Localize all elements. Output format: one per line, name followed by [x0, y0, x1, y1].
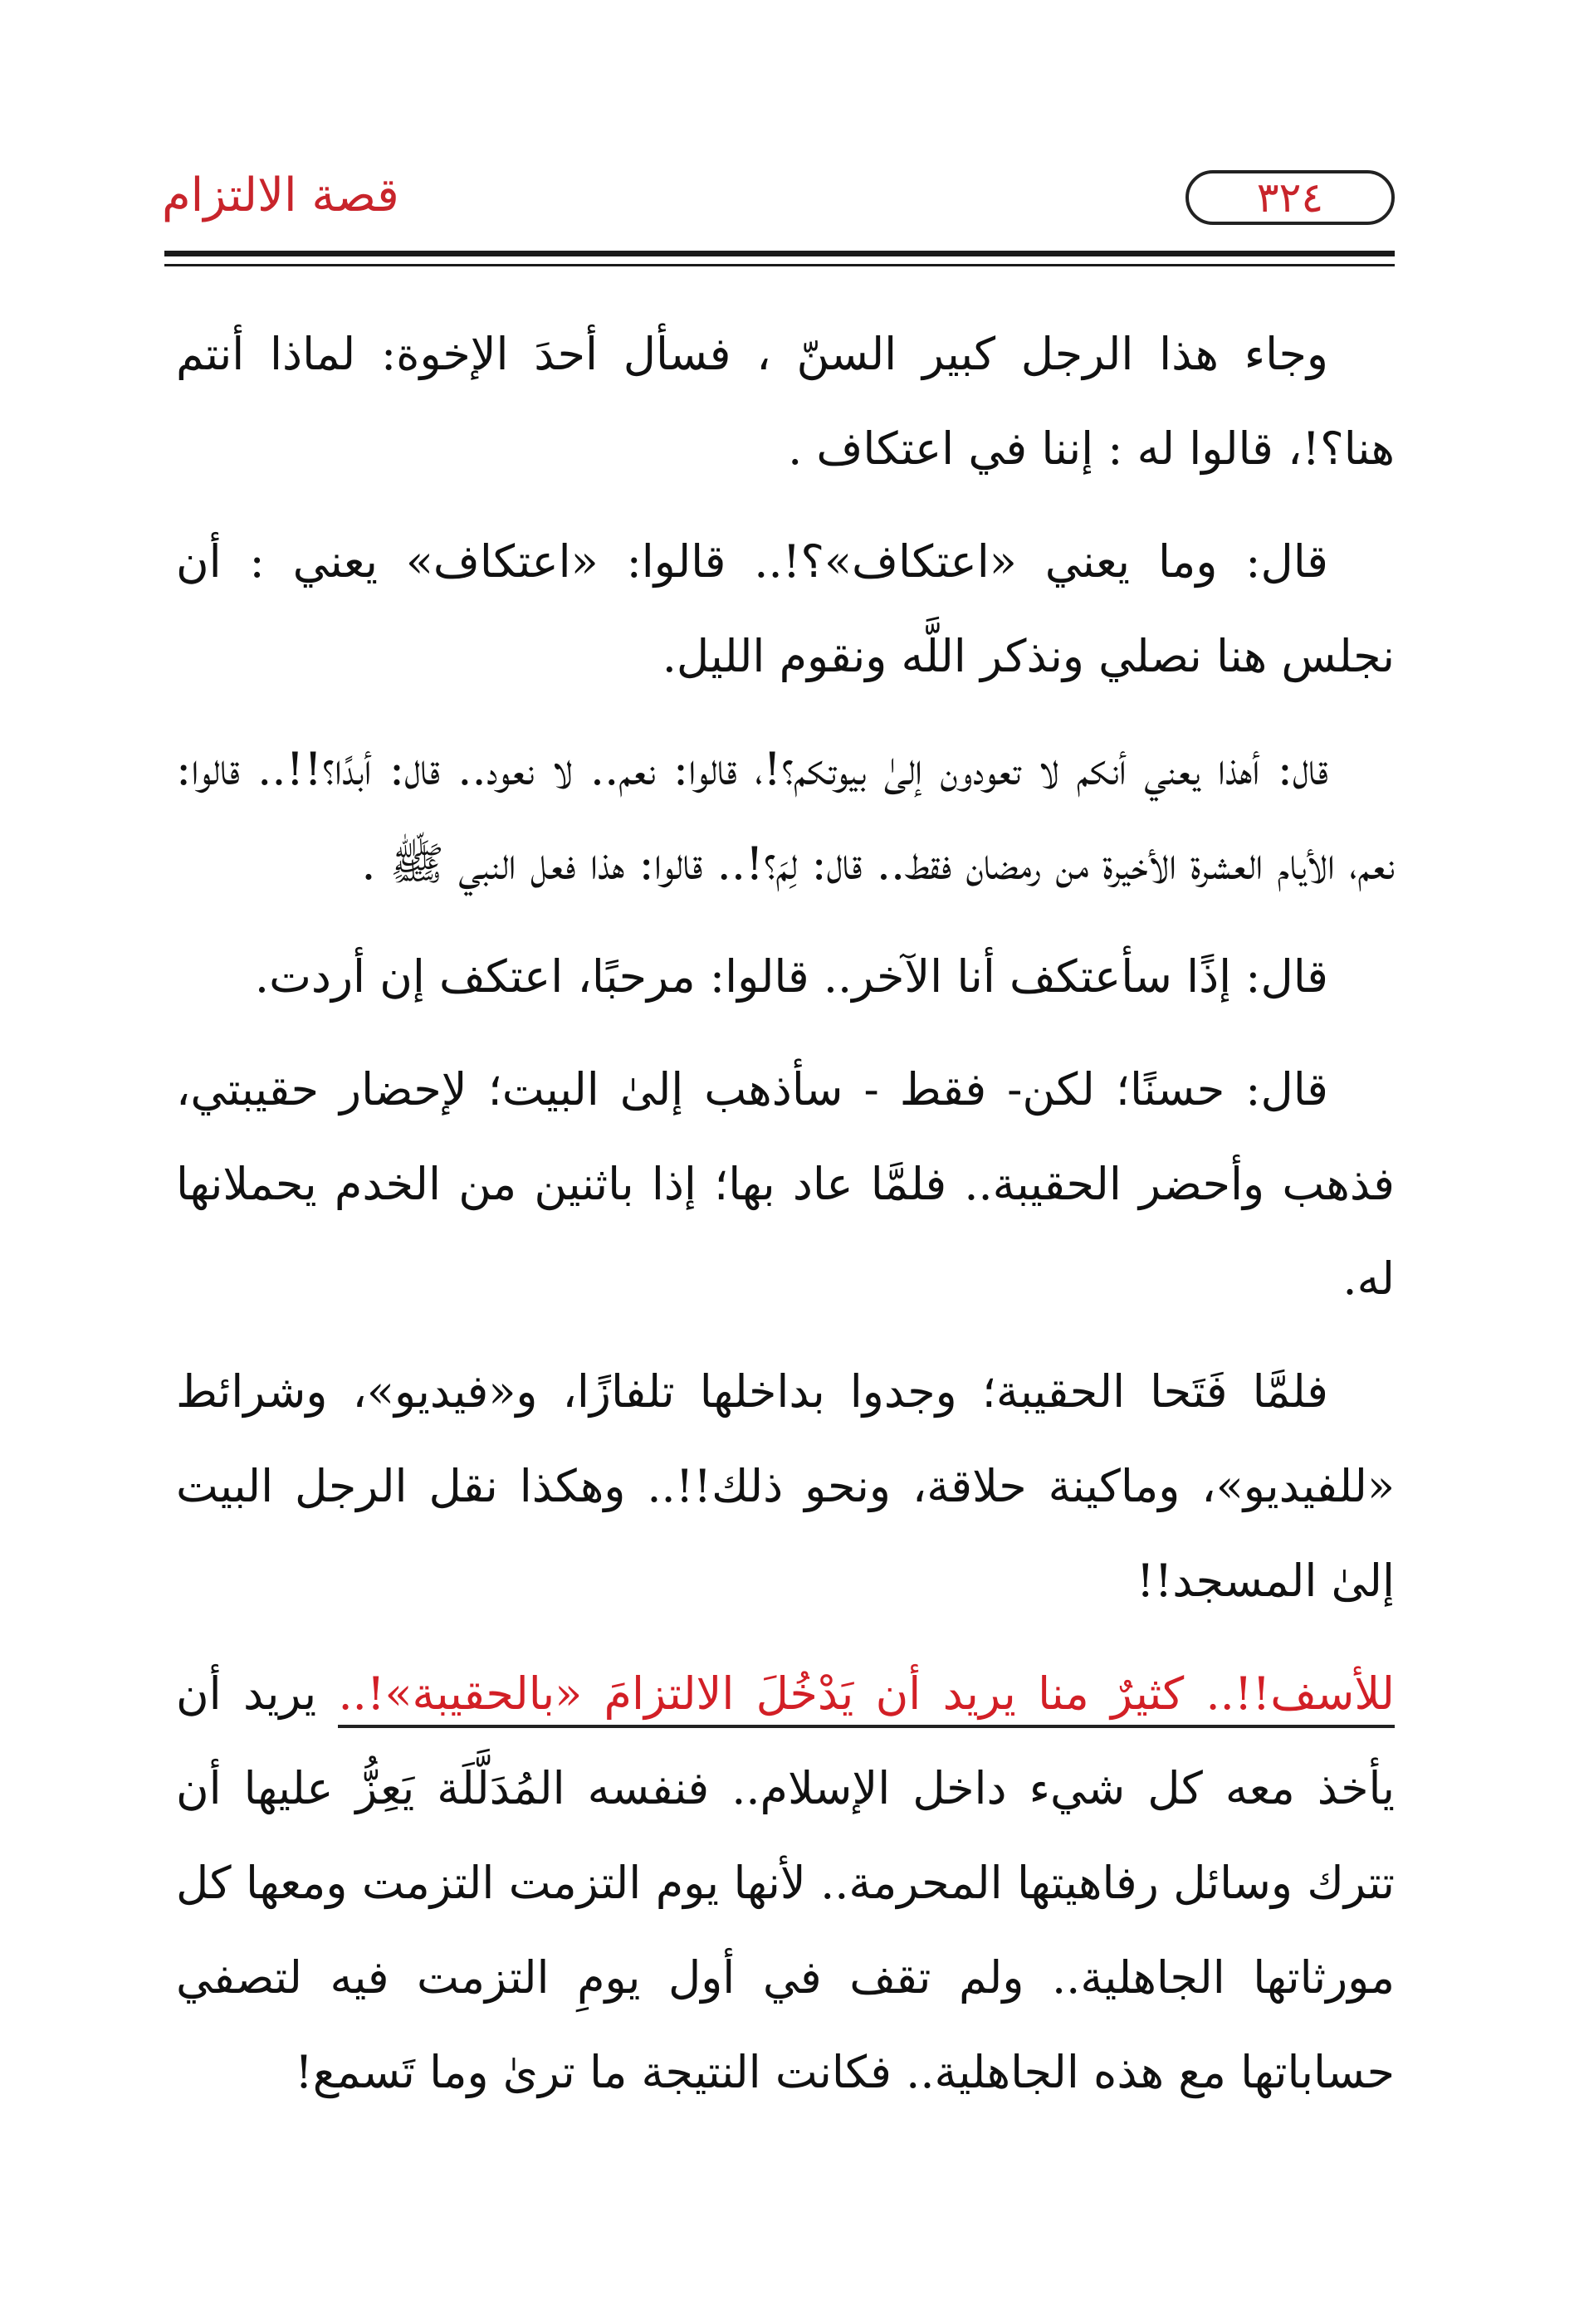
paragraph-7 [176, 1647, 1395, 2120]
header-rule-thick [164, 251, 1395, 256]
paragraph-5: قال: حسنًا؛ لكن- فقط - سأذهب إلىٰ البيت؛ لإحضار حقيبتي، فذهب وأحضر الحقيبة.. فلمَّا عاد بها؛ إذا باثنين من الخدم يحملانها له. [176, 1063, 1395, 1305]
paragraph-7-rest: يريد أن يأخذ معه كل شيء داخل الإسلام.. فنفسه المُدَلَّلَة يَعِزُّ عليها أن تترك وسائل رفاهيتها المحرمة.. لأنها يوم التزمت التزمت ومعها كل مورثاتها الجاهلية.. ولم تقف في أول يومِ التزمت فيه لتصفي حساباتها مع هذه الجاهلية.. فكانت النتيجة ما ترىٰ وما تَسمع! [176, 1667, 1395, 2098]
paragraph-3: قال: أهذا يعني أنكم لا تعودون إلىٰ بيوتكم؟!، قالوا: نعم.. لا نعود.. قال: أبدًا؟!!.. قالوا: نعم، الأيام العشرة الأخيرة من رمضان فقط.. قال: لِمَ؟!.. قالوا: هذا فعل النبي ﷺ . [176, 743, 1395, 890]
paragraph-4: قال: إذًا سأعتكف أنا الآخر.. قالوا: مرحبًا، اعتكف إن أردت. [254, 950, 1328, 1003]
paragraph-1: وجاء هذا الرجل كبير السنّ ، فسأل أحدَ الإخوة: لماذا أنتم هنا؟!، قالوا له : إننا في اعتكاف . [176, 328, 1395, 475]
body-text [176, 307, 1395, 2138]
paragraph-2: قال: وما يعني «اعتكاف»؟!.. قالوا: «اعتكاف» يعني : أن نجلس هنا نصلي ونذكر اللَّه ونقوم الليل. [176, 535, 1395, 682]
paragraph-6: فلمَّا فَتَحا الحقيبة؛ وجدوا بداخلها تلفازًا، و«فيديو»، وشرائط «للفيديو»، وماكينة حلاقة، ونحو ذلك!!.. وهكذا نقل الرجل البيت إلىٰ المسجد!! [176, 1365, 1395, 1607]
header-rule-thin [164, 264, 1395, 266]
highlighted-sentence: للأسف!!.. كثيرٌ منا يريد أن يَدْخُلَ الالتزامَ «بالحقيبة»!.. [338, 1667, 1395, 1728]
running-title: قصة الالتزام [162, 168, 399, 222]
page-number-badge: ٣٢٤ [1185, 170, 1395, 225]
